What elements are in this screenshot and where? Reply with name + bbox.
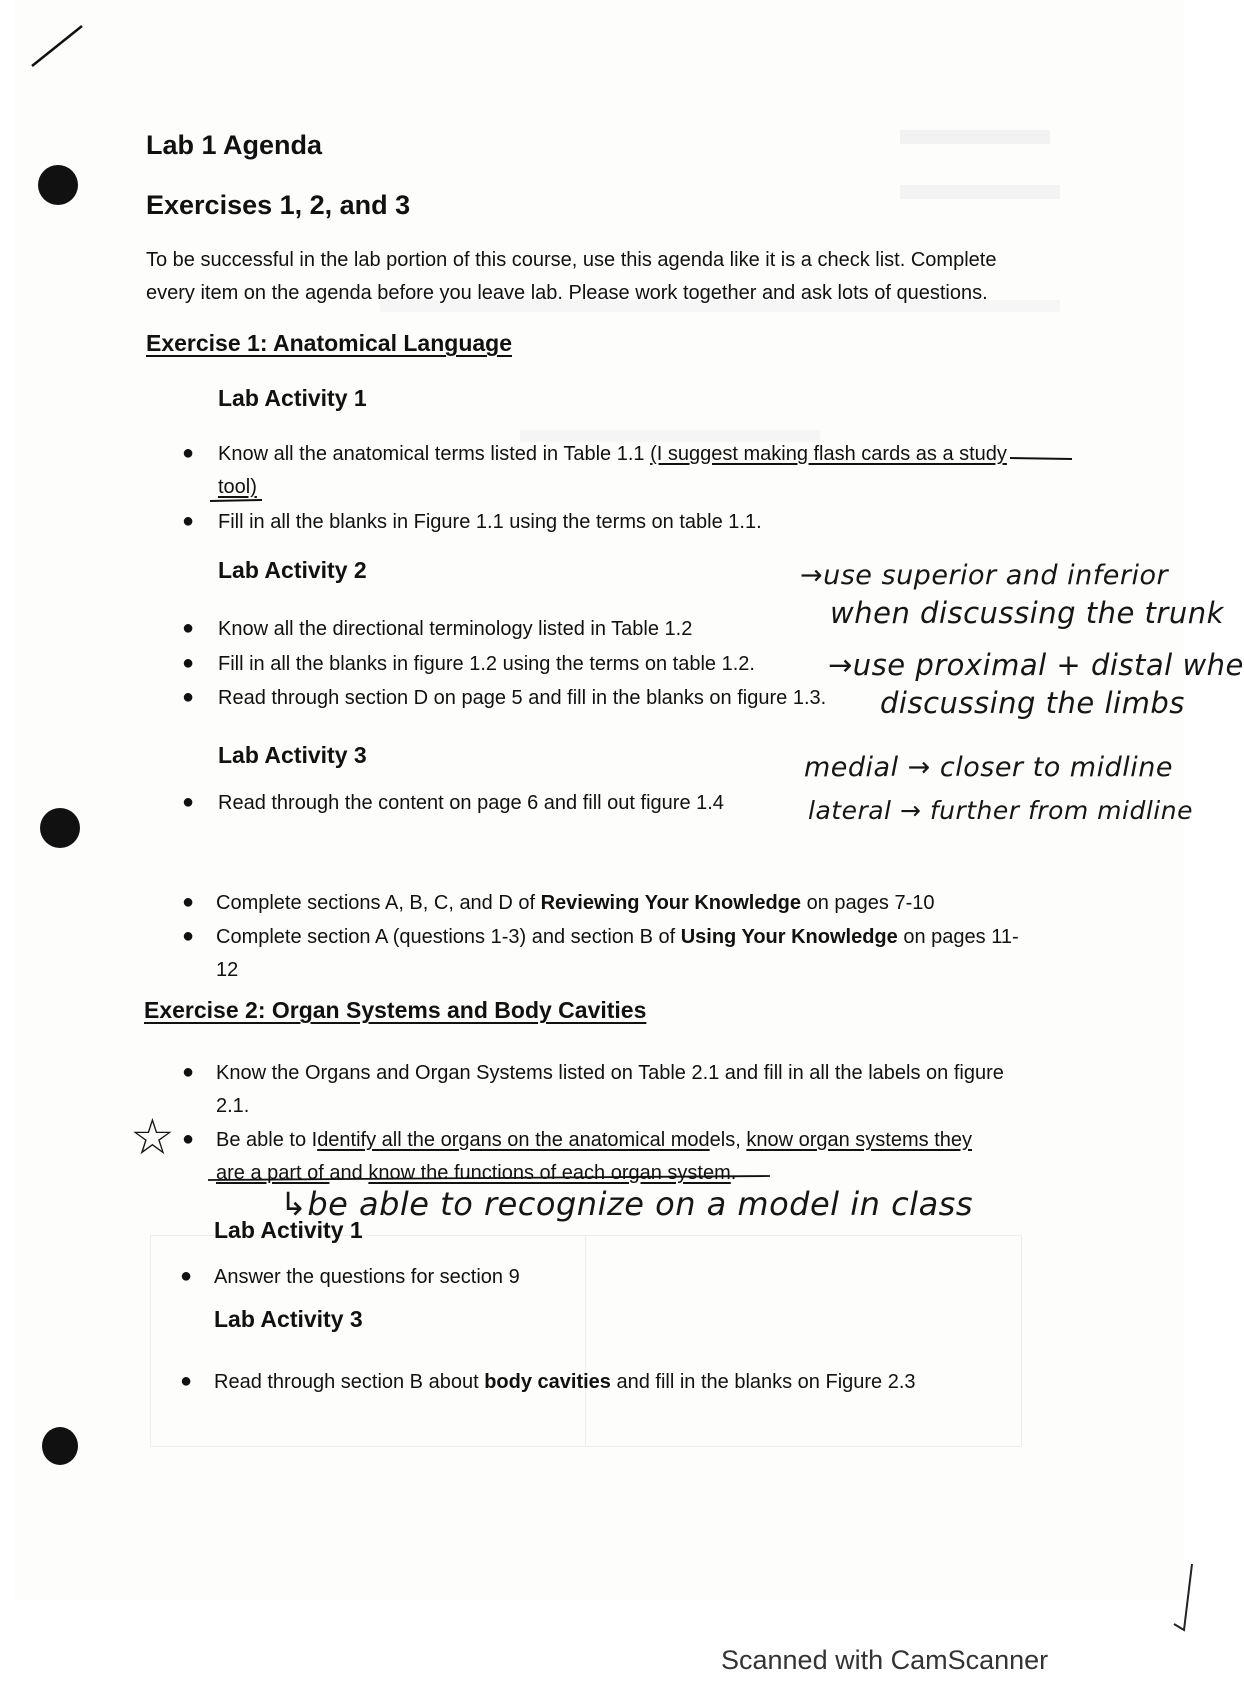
list-item: Read through the content on page 6 and fill out figure 1.4 xyxy=(218,792,724,814)
handwritten-note: lateral → further from midline xyxy=(808,796,1193,825)
lab-activity-heading: Lab Activity 1 xyxy=(214,1217,363,1243)
list-item: Read through section D on page 5 and fill in the blanks on figure 1.3. xyxy=(218,687,827,709)
list-item-text: on pages 7-10 xyxy=(801,892,935,914)
bullet-icon: ● xyxy=(182,652,195,674)
bold-text: Reviewing Your Knowledge xyxy=(540,892,802,914)
list-item: Know the Organs and Organ Systems listed on Table 2.1 and fill in all the labels on figure xyxy=(216,1062,1004,1084)
bold-text: body cavities xyxy=(484,1371,611,1393)
list-item-text: els, xyxy=(709,1129,747,1151)
underlined-text: dentify all the organs on the anatomical mod xyxy=(317,1129,710,1151)
bullet-icon: ● xyxy=(180,1265,193,1287)
underlined-text: know the functions of each organ system xyxy=(368,1162,731,1184)
underlined-text: know organ systems they xyxy=(746,1129,972,1151)
bullet-icon: ● xyxy=(182,442,195,464)
exercise-1-heading: Exercise 1: Anatomical Language xyxy=(146,330,513,356)
handwritten-note: →use superior and inferior xyxy=(800,560,1169,591)
bullet-icon: ● xyxy=(182,1128,195,1150)
bullet-icon: ● xyxy=(182,891,195,913)
list-item-text: Read through section B about xyxy=(214,1371,485,1393)
list-item: Answer the questions for section 9 xyxy=(214,1266,520,1288)
intro-line: To be successful in the lab portion of this course, use this agenda like it is a check list. Complete xyxy=(146,249,997,271)
list-item: Fill in all the blanks in Figure 1.1 using the terms on table 1.1. xyxy=(218,511,762,533)
handwritten-note: discussing the limbs xyxy=(880,686,1185,720)
list-item-text: on pages 11- xyxy=(897,926,1019,948)
scanner-watermark: Scanned with CamScanner xyxy=(721,1645,1049,1675)
list-item-text: . xyxy=(730,1162,737,1184)
list-item-text: Be able to I xyxy=(216,1129,318,1151)
lab-activity-heading: Lab Activity 2 xyxy=(218,557,367,583)
list-item-text: and fill in the blanks on Figure 2.3 xyxy=(610,1371,916,1393)
handwritten-note: when discussing the trunk xyxy=(830,596,1224,630)
list-item-text: and xyxy=(329,1162,369,1184)
exercise-2-heading: Exercise 2: Organ Systems and Body Cavities xyxy=(144,997,647,1023)
list-item-continuation: 12 xyxy=(216,959,239,981)
bullet-icon: ● xyxy=(182,617,195,639)
list-item: Know all the directional terminology listed in Table 1.2 xyxy=(218,618,693,640)
underlined-text: (I suggest making flash cards as a study xyxy=(650,443,1007,465)
bullet-icon: ● xyxy=(182,686,195,708)
bold-text: Using Your Knowledge xyxy=(680,926,898,948)
list-item-continuation: 2.1. xyxy=(216,1095,250,1117)
handwritten-note: medial → closer to midline xyxy=(804,752,1173,783)
list-item-text: Complete section A (questions 1-3) and section B of xyxy=(216,926,681,948)
handwritten-note: →use proximal + distal whe xyxy=(828,648,1244,682)
underlined-text: are a part of xyxy=(216,1162,330,1184)
page-title: Lab 1 Agenda xyxy=(146,130,323,160)
bullet-icon: ● xyxy=(180,1370,193,1392)
list-item-text: Complete sections A, B, C, and D of xyxy=(216,892,541,914)
bullet-icon: ● xyxy=(182,1061,195,1083)
bullet-icon: ● xyxy=(182,925,195,947)
star-mark-icon: ☆ xyxy=(130,1108,176,1166)
bullet-icon: ● xyxy=(182,791,195,813)
page-subtitle: Exercises 1, 2, and 3 xyxy=(146,190,411,220)
lab-activity-heading: Lab Activity 1 xyxy=(218,385,367,411)
handwritten-note: ↳be able to recognize on a model in class xyxy=(280,1185,974,1223)
list-item-continuation: tool) xyxy=(218,476,257,498)
list-item: Fill in all the blanks in figure 1.2 using the terms on table 1.2. xyxy=(218,653,755,675)
intro-line: every item on the agenda before you leave lab. Please work together and ask lots of questions. xyxy=(146,282,988,304)
bullet-icon: ● xyxy=(182,510,195,532)
list-item-text: Know all the anatomical terms listed in Table 1.1 xyxy=(218,443,651,465)
lab-activity-heading: Lab Activity 3 xyxy=(214,1306,363,1332)
lab-activity-heading: Lab Activity 3 xyxy=(218,742,367,768)
